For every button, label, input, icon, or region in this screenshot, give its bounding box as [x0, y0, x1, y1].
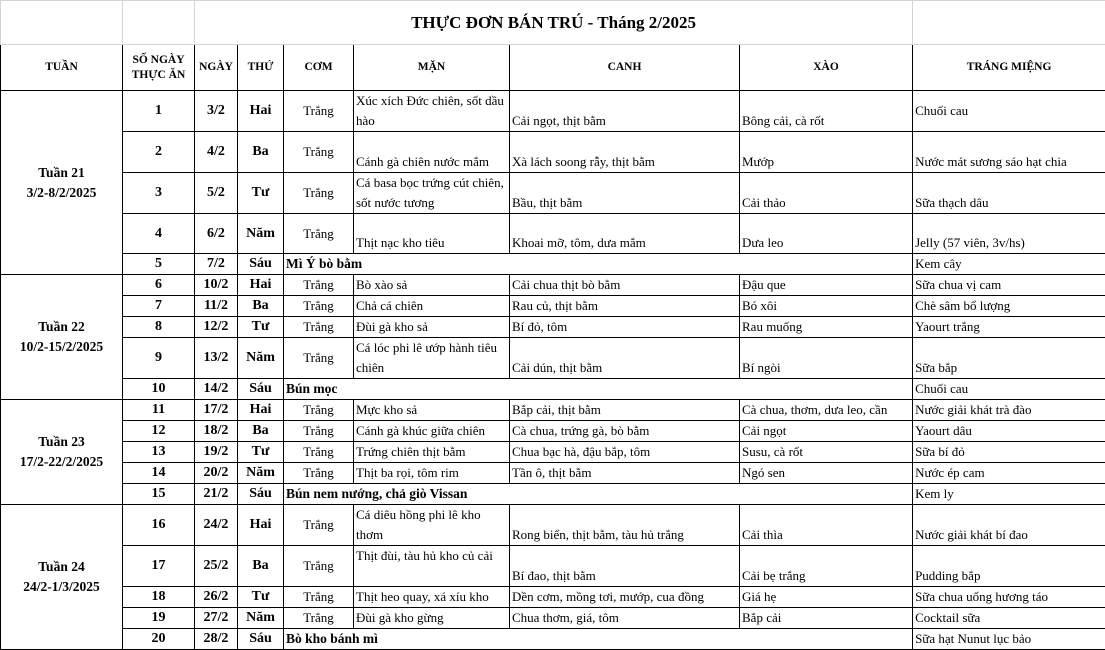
header-day-count: SỐ NGÀY THỰC ĂN	[123, 45, 195, 91]
day-number: 5	[123, 254, 195, 275]
stir-fry-cell: Bắp cải	[740, 608, 913, 629]
header-weekday: THỨ	[238, 45, 284, 91]
date-cell: 7/2	[195, 254, 238, 275]
day-number: 3	[123, 173, 195, 214]
weekday-cell: Sáu	[238, 379, 284, 400]
table-row	[1, 132, 1105, 173]
soup-cell: Cải ngọt, thịt bằm	[510, 91, 740, 132]
soup-cell: Bí đỏ, tôm	[510, 317, 740, 338]
soup-cell: Xà lách soong rẫy, thịt bằm	[510, 132, 740, 173]
header-week: TUẦN	[1, 45, 123, 91]
table-row	[1, 275, 1105, 296]
main-dish-cell: Mực kho sả	[354, 400, 510, 421]
day-number: 8	[123, 317, 195, 338]
rice-cell: Trắng	[284, 546, 354, 587]
table-row	[1, 214, 1105, 254]
stir-fry-cell: Rau muống	[740, 317, 913, 338]
table-row	[1, 442, 1105, 463]
rice-cell: Trắng	[284, 587, 354, 608]
blank-cell	[510, 254, 913, 275]
dessert-cell: Sữa chua uống hương táo	[913, 587, 1105, 608]
table-row	[1, 254, 1105, 275]
date-cell: 11/2	[195, 296, 238, 317]
table-row	[1, 173, 1105, 214]
blank-cell	[510, 379, 913, 400]
stir-fry-cell: Susu, cà rốt	[740, 442, 913, 463]
date-cell: 18/2	[195, 421, 238, 442]
table-row	[1, 505, 1105, 546]
weekday-cell: Năm	[238, 214, 284, 254]
date-cell: 14/2	[195, 379, 238, 400]
date-cell: 17/2	[195, 400, 238, 421]
special-meal-cell: Mì Ý bò bằm	[284, 254, 510, 275]
main-dish-cell: Trứng chiên thịt bằm	[354, 442, 510, 463]
day-number: 6	[123, 275, 195, 296]
weekday-cell: Hai	[238, 275, 284, 296]
stir-fry-cell: Đậu que	[740, 275, 913, 296]
date-cell: 10/2	[195, 275, 238, 296]
soup-cell: Dền cơm, mồng tơi, mướp, cua đồng	[510, 587, 740, 608]
table-row	[1, 421, 1105, 442]
header-date: NGÀY	[195, 45, 238, 91]
dessert-cell: Sữa hạt Nunut lục bảo	[913, 629, 1105, 650]
weekday-cell: Ba	[238, 546, 284, 587]
weekday-cell: Ba	[238, 421, 284, 442]
stir-fry-cell: Cải thìa	[740, 505, 913, 546]
title-blank-cell	[123, 1, 195, 45]
weekday-cell: Hai	[238, 91, 284, 132]
date-cell: 25/2	[195, 546, 238, 587]
date-cell: 6/2	[195, 214, 238, 254]
rice-cell: Trắng	[284, 463, 354, 484]
dessert-cell: Chè sâm bổ lượng	[913, 296, 1105, 317]
special-meal-cell: Bò kho bánh mì	[284, 629, 510, 650]
rice-cell: Trắng	[284, 275, 354, 296]
weekday-cell: Ba	[238, 296, 284, 317]
soup-cell: Bí đao, thịt bằm	[510, 546, 740, 587]
header-main: MẶN	[354, 45, 510, 91]
rice-cell: Trắng	[284, 132, 354, 173]
soup-cell: Chua thơm, giá, tôm	[510, 608, 740, 629]
weekday-cell: Tư	[238, 173, 284, 214]
dessert-cell: Kem ly	[913, 484, 1105, 505]
main-dish-cell: Chả cá chiên	[354, 296, 510, 317]
stir-fry-cell: Bó xôi	[740, 296, 913, 317]
main-dish-cell: Thịt nạc kho tiêu	[354, 214, 510, 254]
date-cell: 28/2	[195, 629, 238, 650]
main-dish-cell: Cá basa bọc trứng cút chiên, sốt nước tương	[354, 173, 510, 214]
table-row	[1, 400, 1105, 421]
rice-cell: Trắng	[284, 317, 354, 338]
dessert-cell: Nước ép cam	[913, 463, 1105, 484]
table-row	[1, 379, 1105, 400]
page-title: THỰC ĐƠN BÁN TRÚ - Tháng 2/2025	[195, 1, 913, 45]
weekday-cell: Hai	[238, 400, 284, 421]
dessert-cell: Nước giải khát bí đao	[913, 505, 1105, 546]
dessert-cell: Yaourt dâu	[913, 421, 1105, 442]
soup-cell: Khoai mỡ, tôm, dưa mắm	[510, 214, 740, 254]
rice-cell: Trắng	[284, 442, 354, 463]
header-soup: CANH	[510, 45, 740, 91]
stir-fry-cell: Ngó sen	[740, 463, 913, 484]
main-dish-cell: Xúc xích Đức chiên, sốt dầu hào	[354, 91, 510, 132]
header-dessert: TRÁNG MIỆNG	[913, 45, 1105, 91]
main-dish-cell: Cánh gà khúc giữa chiên	[354, 421, 510, 442]
main-dish-cell: Bò xào sả	[354, 275, 510, 296]
weekday-cell: Năm	[238, 338, 284, 379]
weekday-cell: Sáu	[238, 629, 284, 650]
week-cell: Tuần 24 24/2-1/3/2025	[1, 505, 123, 650]
soup-cell: Rong biển, thịt bằm, tàu hủ trắng	[510, 505, 740, 546]
rice-cell: Trắng	[284, 338, 354, 379]
weekday-cell: Ba	[238, 132, 284, 173]
rice-cell: Trắng	[284, 608, 354, 629]
day-number: 15	[123, 484, 195, 505]
date-cell: 12/2	[195, 317, 238, 338]
dessert-cell: Chuối cau	[913, 91, 1105, 132]
dessert-cell: Sữa chua vị cam	[913, 275, 1105, 296]
dessert-cell: Sữa bắp	[913, 338, 1105, 379]
rice-cell: Trắng	[284, 214, 354, 254]
dessert-cell: Cocktail sữa	[913, 608, 1105, 629]
dessert-cell: Yaourt trắng	[913, 317, 1105, 338]
day-number: 9	[123, 338, 195, 379]
table-row	[1, 91, 1105, 132]
date-cell: 19/2	[195, 442, 238, 463]
stir-fry-cell: Bông cải, cà rốt	[740, 91, 913, 132]
day-number: 14	[123, 463, 195, 484]
table-row	[1, 463, 1105, 484]
day-number: 2	[123, 132, 195, 173]
dessert-cell: Nước mát sương sáo hạt chia	[913, 132, 1105, 173]
table-row	[1, 587, 1105, 608]
date-cell: 20/2	[195, 463, 238, 484]
weekday-cell: Năm	[238, 608, 284, 629]
soup-cell: Cà chua, trứng gà, bò bằm	[510, 421, 740, 442]
weekday-cell: Sáu	[238, 484, 284, 505]
date-cell: 26/2	[195, 587, 238, 608]
special-meal-cell: Bún nem nướng, chả giò Vissan	[284, 484, 510, 505]
main-dish-cell: Đùi gà kho gừng	[354, 608, 510, 629]
day-number: 16	[123, 505, 195, 546]
dessert-cell: Sữa thạch dâu	[913, 173, 1105, 214]
soup-cell: Bắp cải, thịt bằm	[510, 400, 740, 421]
day-number: 7	[123, 296, 195, 317]
table-row	[1, 629, 1105, 650]
weekday-cell: Tư	[238, 587, 284, 608]
main-dish-cell: Thịt ba rọi, tôm rim	[354, 463, 510, 484]
rice-cell: Trắng	[284, 173, 354, 214]
rice-cell: Trắng	[284, 296, 354, 317]
weekday-cell: Năm	[238, 463, 284, 484]
weekday-cell: Hai	[238, 505, 284, 546]
table-row	[1, 546, 1105, 587]
stir-fry-cell: Cải ngọt	[740, 421, 913, 442]
day-number: 18	[123, 587, 195, 608]
dessert-cell: Nước giải khát trà đào	[913, 400, 1105, 421]
week-cell: Tuần 22 10/2-15/2/2025	[1, 275, 123, 400]
weekday-cell: Tư	[238, 442, 284, 463]
date-cell: 4/2	[195, 132, 238, 173]
main-dish-cell: Thịt đùi, tàu hủ kho củ cải	[354, 546, 510, 587]
stir-fry-cell: Mướp	[740, 132, 913, 173]
week-cell: Tuần 23 17/2-22/2/2025	[1, 400, 123, 505]
stir-fry-cell: Giá hẹ	[740, 587, 913, 608]
date-cell: 13/2	[195, 338, 238, 379]
stir-fry-cell: Cải thảo	[740, 173, 913, 214]
soup-cell: Bầu, thịt bằm	[510, 173, 740, 214]
stir-fry-cell: Cải bẹ trắng	[740, 546, 913, 587]
header-rice: CƠM	[284, 45, 354, 91]
date-cell: 27/2	[195, 608, 238, 629]
special-meal-cell: Bún mọc	[284, 379, 510, 400]
stir-fry-cell: Bí ngòi	[740, 338, 913, 379]
main-dish-cell: Đùi gà kho sả	[354, 317, 510, 338]
dessert-cell: Pudding bắp	[913, 546, 1105, 587]
date-cell: 21/2	[195, 484, 238, 505]
day-number: 1	[123, 91, 195, 132]
soup-cell: Rau củ, thịt bằm	[510, 296, 740, 317]
weekday-cell: Sáu	[238, 254, 284, 275]
table-row	[1, 317, 1105, 338]
soup-cell: Cải chua thịt bò bằm	[510, 275, 740, 296]
day-number: 10	[123, 379, 195, 400]
soup-cell: Cải dún, thịt bằm	[510, 338, 740, 379]
title-blank-cell	[1, 1, 123, 45]
week-cell: Tuần 21 3/2-8/2/2025	[1, 91, 123, 275]
table-row	[1, 338, 1105, 379]
date-cell: 24/2	[195, 505, 238, 546]
blank-cell	[510, 484, 913, 505]
day-number: 13	[123, 442, 195, 463]
table-row	[1, 608, 1105, 629]
day-number: 17	[123, 546, 195, 587]
day-number: 20	[123, 629, 195, 650]
rice-cell: Trắng	[284, 400, 354, 421]
dessert-cell: Sữa bí đỏ	[913, 442, 1105, 463]
stir-fry-cell: Dưa leo	[740, 214, 913, 254]
rice-cell: Trắng	[284, 421, 354, 442]
main-dish-cell: Cá lóc phi lê ướp hành tiêu chiên	[354, 338, 510, 379]
main-dish-cell: Cá diêu hồng phi lê kho thơm	[354, 505, 510, 546]
date-cell: 3/2	[195, 91, 238, 132]
rice-cell: Trắng	[284, 91, 354, 132]
main-dish-cell: Cánh gà chiên nước mắm	[354, 132, 510, 173]
header-stir-fry: XÀO	[740, 45, 913, 91]
day-number: 11	[123, 400, 195, 421]
day-number: 19	[123, 608, 195, 629]
table-row	[1, 296, 1105, 317]
dessert-cell: Chuối cau	[913, 379, 1105, 400]
stir-fry-cell: Cà chua, thơm, dưa leo, cần	[740, 400, 913, 421]
soup-cell: Chua bạc hà, đậu bắp, tôm	[510, 442, 740, 463]
dessert-cell: Kem cây	[913, 254, 1105, 275]
weekday-cell: Tư	[238, 317, 284, 338]
blank-cell	[510, 629, 913, 650]
table-row	[1, 484, 1105, 505]
dessert-cell: Jelly (57 viên, 3v/hs)	[913, 214, 1105, 254]
title-blank-cell	[913, 1, 1105, 45]
date-cell: 5/2	[195, 173, 238, 214]
rice-cell: Trắng	[284, 505, 354, 546]
main-dish-cell: Thịt heo quay, xá xíu kho	[354, 587, 510, 608]
soup-cell: Tần ô, thịt bằm	[510, 463, 740, 484]
day-number: 4	[123, 214, 195, 254]
day-number: 12	[123, 421, 195, 442]
